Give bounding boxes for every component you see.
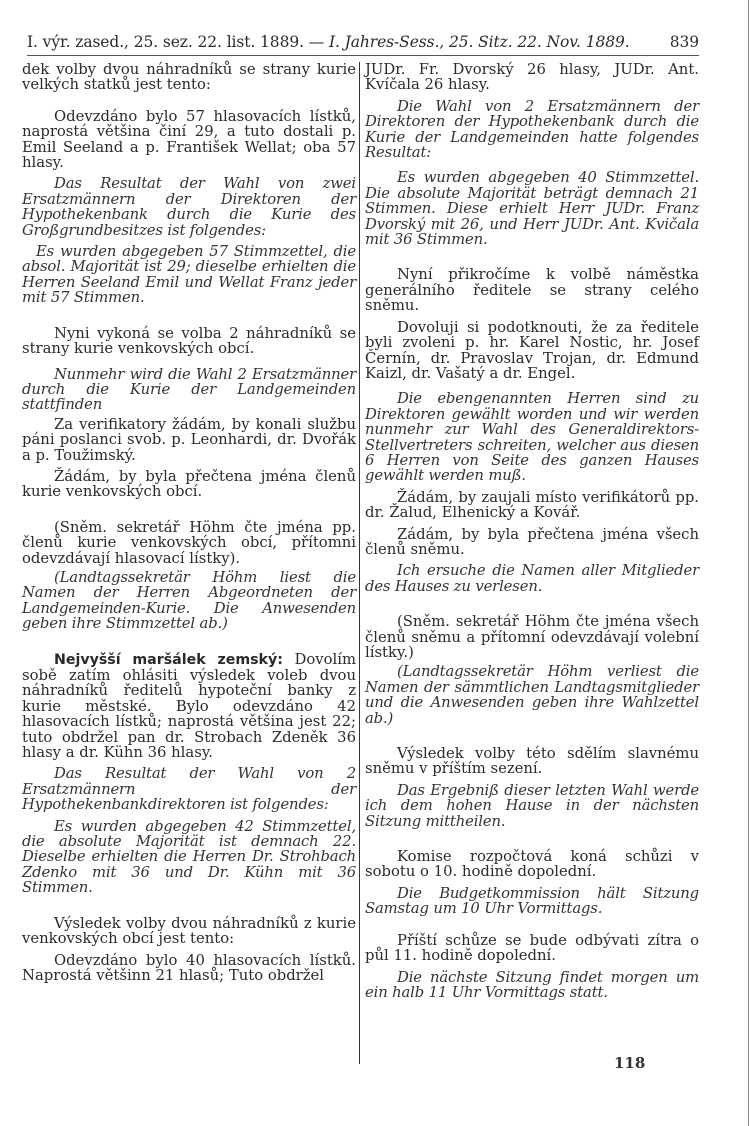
paragraph: JUDr. Fr. Dvorský 26 hlasy, JUDr. Ant. Kvíčala 26 hlasy. <box>365 61 699 94</box>
paragraph: Zádám, by byla přečtena jména všech členů sněmu. <box>365 525 699 558</box>
paragraph-german: Das Resultat der Wahl von zwei Ersatzmännern der Direktoren der Hypothekenbank durch die Kurie des Großgrundbesitzes ist folgendes: <box>22 175 356 239</box>
paragraph: (Sněm. sekretář Höhm čte jména pp. členů kurie venkovských obcí, přítomni odevzdávají hlasovací lístky). <box>22 518 356 567</box>
paragraph-german: Die ebengenannten Herren sind zu Direktoren gewählt worden und wir werden nunmehr zur Wahl des Generaldirektors-Stellvertreters schreiten, welcher aus diesen 6 Herren von Seite des ganzen Hauses gewählt werden muß. <box>365 390 699 485</box>
paragraph-german: Die Budgetkommission hält Sitzung Samstag um 10 Uhr Vormittags. <box>365 884 699 918</box>
paragraph-german: Es wurden abgegeben 42 Stimmzettel, die absolute Majorität ist demnach 22. Dieselbe erhielten die Herren Dr. Strohbach Zdenko mit 36 und Dr. Kühn mit 36 Stimmen. <box>22 817 356 897</box>
paragraph: Odevzdáno bylo 40 hlasovacích lístků. Naprostá většinn 21 hlasů; Tuto obdržel <box>22 951 356 984</box>
paragraph: dek volby dvou náhradníků se strany kurie velkých statků jest tento: <box>22 61 356 94</box>
running-header <box>27 31 699 56</box>
paragraph: Komise rozpočtová koná schůzi v sobotu o 10. hodině dopolední. <box>365 848 699 881</box>
sheet-number: 118 <box>614 1054 646 1072</box>
paragraph: Za verifikatory žádám, by konali službu páni poslanci svob. p. Leonhardi, dr. Dvořák a p. Toužimský. <box>22 415 356 464</box>
header-czech: I. výr. zased., 25. sez. 22. list. 1889. <box>27 33 304 51</box>
paragraph-german: Nunmehr wird die Wahl 2 Ersatzmänner durch die Kurie der Landgemeinden stattfinden <box>22 365 356 414</box>
paragraph-german: Die Wahl von 2 Ersatzmännern der Direktoren der Hypothekenbank durch die Kurie der Landgemeinden hatte folgendes Resultat: <box>365 97 699 162</box>
header-page-number: 839 <box>669 33 699 51</box>
header-dash: — <box>303 33 329 51</box>
speaker-name: Nejvyšší maršálek zemský: <box>54 651 283 668</box>
page-edge-line <box>748 0 749 1126</box>
speech-paragraph <box>22 652 356 761</box>
paragraph: Žádám, by zaujali místo verifikátorů pp. dr. Žalud, Elhenický a Kovář. <box>365 488 699 522</box>
paragraph: Odevzdáno bylo 57 hlasovacích lístků, naprostá většina činí 29, a tuto dostali p. Emil Seeland a p. František Wellat; oba 57 hlasy. <box>22 107 356 172</box>
header-german: I. Jahres-Sess., 25. Sitz. 22. Nov. 1889. <box>328 33 630 51</box>
paragraph-german: (Landtagssekretär Höhm liest die Namen der Herren Abgeordneten der Landgemeinden-Kurie. Die Anwesenden geben ihre Stimmzettel ab.) <box>22 568 356 633</box>
speech-text: Dovolím sobě zatím ohlásiti výsledek voleb dvou náhradníků ředitelů hypoteční banky z kurie městské. Bylo odevzdáno 42 hlasovacích lístků; naprostá většina jest 22; tuto obdržel pan dr. Strobach Zdeněk 36 hlasy a dr. Kühn 36 hlasy. <box>22 650 356 762</box>
paragraph: Dovoluji si podotknouti, že za ředitele byli zvoleni p. hr. Karel Nostic, hr. Josef Černín, dr. Pravoslav Trojan, dr. Edmund Kaizl, dr. Vašatý a dr. Engel. <box>365 318 699 382</box>
right-column <box>365 62 699 1000</box>
paragraph-german: Es wurden abgegeben 57 Stimmzettel, die absol. Majorität ist 29; dieselbe erhielten die Herren Seeland Emil und Wellat Franz jeder mit 57 Stimmen. <box>22 243 356 307</box>
paragraph: Výsledek volby dvou náhradníků z kurie venkovských obcí jest tento: <box>22 914 356 948</box>
paragraph: Nyni vykoná se volba 2 náhradníků se strany kurie venkovských obcí. <box>22 324 356 358</box>
paragraph: Žádám, by byla přečtena jména členů kurie venkovských obcí. <box>22 467 356 501</box>
paragraph: Nyní přikročíme k volbě náměstka generálního ředitele se strany celého sněmu. <box>365 266 699 315</box>
paragraph-german: Ich ersuche die Namen aller Mitglieder des Hauses zu verlesen. <box>365 562 699 595</box>
paragraph-german: Das Resultat der Wahl von 2 Ersatzmännern der Hypothekenbankdirektoren ist folgendes: <box>22 765 356 814</box>
paragraph-german: Die nächste Sitzung findet morgen um ein halb 11 Uhr Vormittags statt. <box>365 968 699 1001</box>
paragraph-german: Das Ergebniß dieser letzten Wahl werde ich dem hohen Hause in der nächsten Sitzung mittheilen. <box>365 781 699 830</box>
paragraph-german: Es wurden abgegeben 40 Stimmzettel. Die absolute Majorität beträgt demnach 21 Stimmen. Diese erhielt Herr JUDr. Franz Dvorský mit 26, und Herr JUDr. Ant. Kvičala mit 36 Stimmen. <box>365 169 699 249</box>
paragraph: Výsledek volby této sdělím slavnému sněmu v příštím sezení. <box>365 745 699 778</box>
paragraph: (Sněm. sekretář Höhm čte jména všech členů sněmu a přítomní odevzdávají volební lístky.) <box>365 613 699 661</box>
column-divider <box>359 62 360 1064</box>
left-column <box>22 62 356 983</box>
paragraph-german: (Landtagssekretär Höhm verliest die Namen der sämmtlichen Landtagsmitglieder und die Anwesenden geben ihre Wahlzettel ab.) <box>365 663 699 727</box>
paragraph: Příští schůze se bude odbývati zítra o půl 11. hodině dopolední. <box>365 931 699 965</box>
